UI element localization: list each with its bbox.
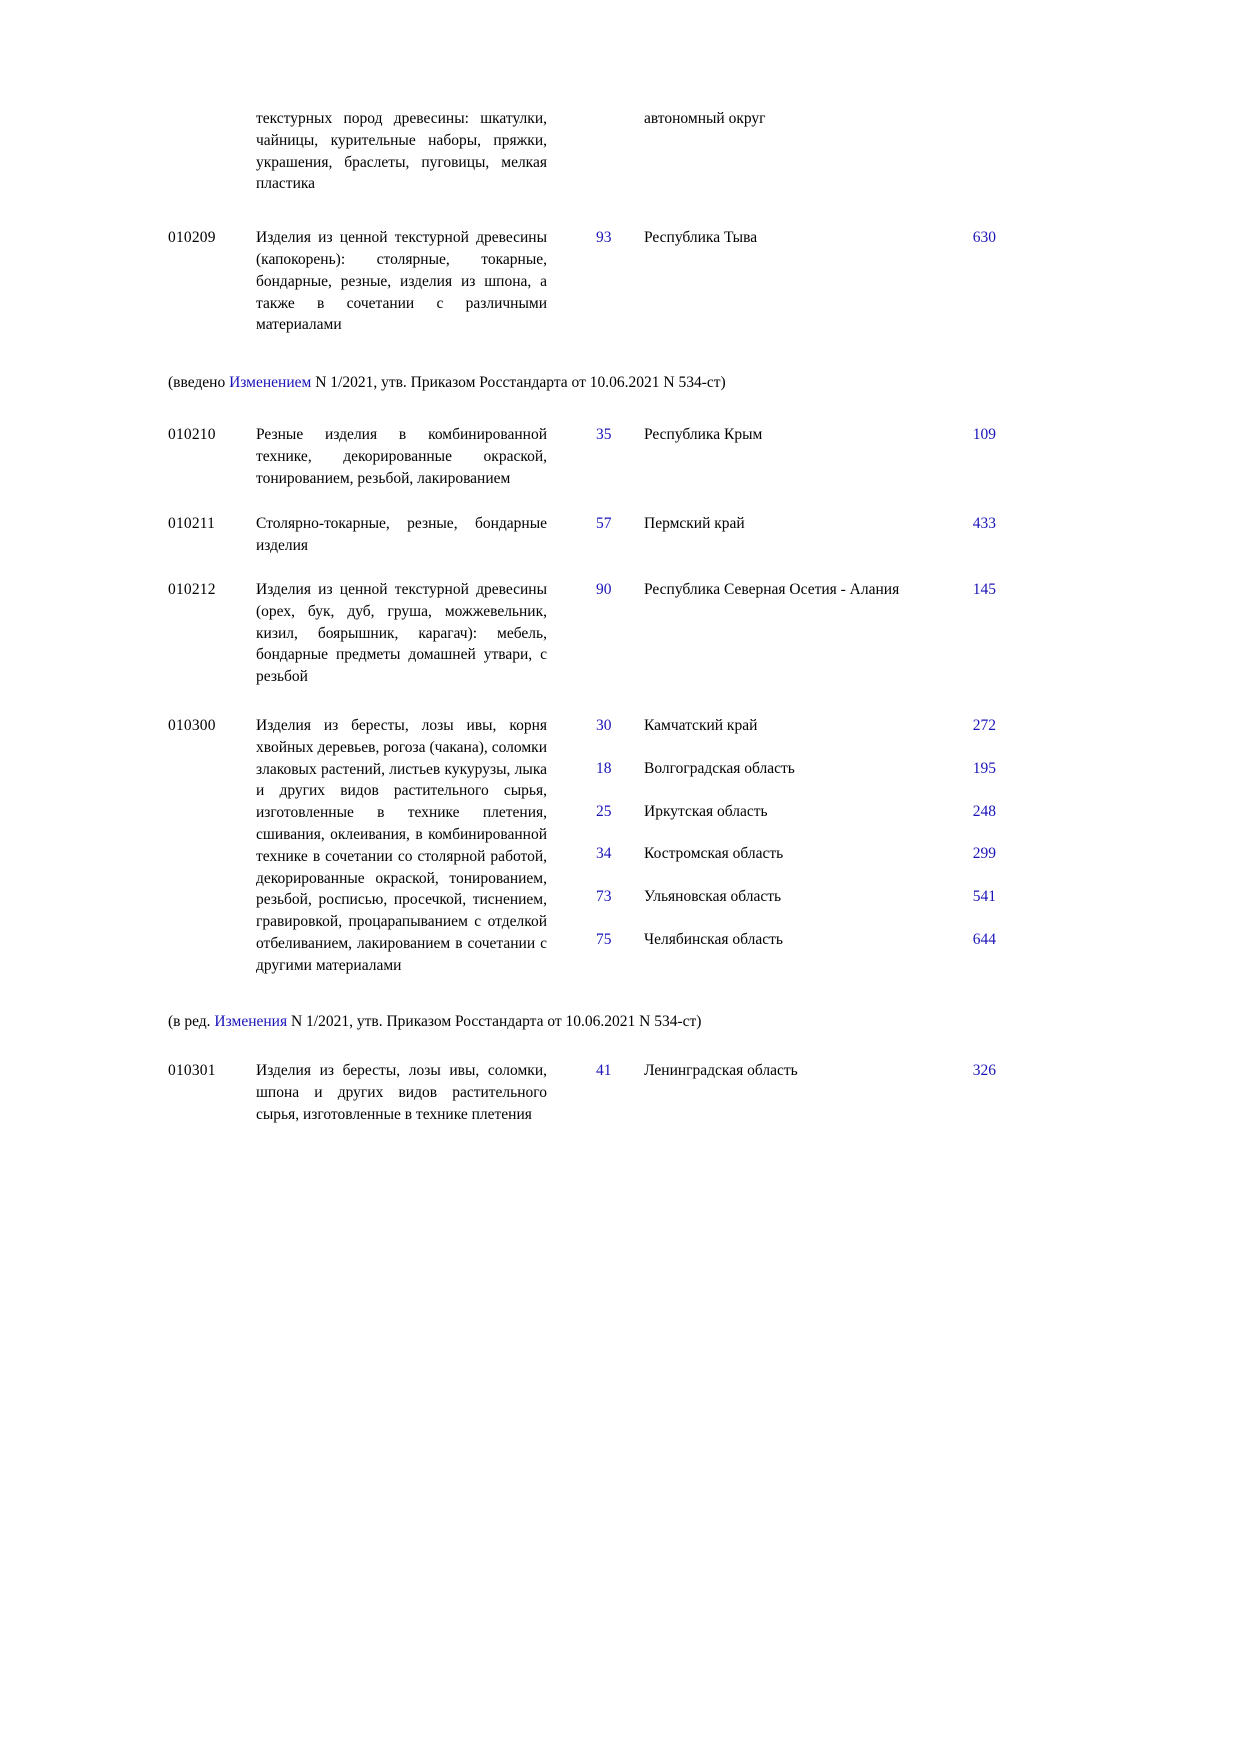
- region-code: 30: [596, 716, 612, 734]
- table-row: [168, 715, 998, 977]
- region-code: 41: [596, 1062, 612, 1080]
- region-entry: [596, 227, 998, 249]
- region-entry: [596, 843, 998, 865]
- amendment-note: [168, 372, 998, 394]
- row-code: 010212: [168, 580, 216, 598]
- region-entry: [596, 886, 998, 908]
- row-code: 010301: [168, 1062, 216, 1080]
- region-value: 326: [972, 1062, 996, 1080]
- region-value: 630: [972, 229, 996, 247]
- row-code: 010210: [168, 425, 216, 443]
- row-code: 010300: [168, 716, 216, 734]
- region-entry: [596, 108, 998, 130]
- region-code: 25: [596, 802, 612, 820]
- region-value: 644: [972, 930, 996, 948]
- row-description: текстурных пород древесины: шкатулки, чайницы, курительные наборы, пряжки, украшения, браслеты, пуговицы, мелкая пластика: [256, 110, 547, 193]
- region-value: 433: [972, 515, 996, 533]
- region-value: 145: [972, 580, 996, 598]
- region-entry: [596, 715, 998, 737]
- note-link[interactable]: Изменением: [229, 374, 312, 392]
- region-entry: [596, 758, 998, 780]
- region-name: Камчатский край: [644, 716, 758, 734]
- region-code: 18: [596, 759, 612, 777]
- region-value: 299: [972, 845, 996, 863]
- table-row: [168, 424, 998, 489]
- table-row: [168, 579, 998, 688]
- row-regions: [547, 1060, 998, 1082]
- region-entry: [596, 424, 998, 446]
- region-value: 541: [972, 888, 996, 906]
- region-name: Республика Крым: [644, 425, 763, 443]
- region-code: 75: [596, 930, 612, 948]
- row-regions: [547, 227, 998, 249]
- document-body: [168, 108, 998, 1126]
- region-code: 34: [596, 845, 612, 863]
- region-entry: [596, 801, 998, 823]
- row-description: Резные изделия в комбинированной технике, декорированные окраской, тонированием, резьбой, лакированием: [256, 425, 547, 487]
- row-code: 010209: [168, 229, 216, 247]
- note-link[interactable]: Изменения: [214, 1012, 288, 1030]
- row-description: Изделия из ценной текстурной древесины (капокорень): столярные, токарные, бондарные, резные, изделия из шпона, а также в сочетании с различными материалами: [256, 229, 547, 334]
- region-name: Челябинская область: [644, 930, 783, 948]
- region-name: Иркутская область: [644, 802, 768, 820]
- region-entry: [596, 513, 998, 535]
- note-prefix: (в ред.: [168, 1012, 215, 1030]
- region-name: Ленинградская область: [644, 1062, 798, 1080]
- row-regions: [547, 579, 998, 601]
- region-entry: [596, 579, 998, 601]
- region-name: Пермский край: [644, 515, 745, 533]
- amendment-note: [168, 1011, 998, 1033]
- region-entry: [596, 929, 998, 951]
- region-name: Республика Северная Осетия - Алания: [644, 580, 900, 598]
- table-row: [168, 1060, 998, 1125]
- region-name: Волгоградская область: [644, 759, 795, 777]
- region-name: Костромская область: [644, 845, 784, 863]
- region-code: 93: [596, 229, 612, 247]
- region-code: 90: [596, 580, 612, 598]
- row-code: 010211: [168, 515, 216, 533]
- continuation-row: [168, 108, 998, 195]
- region-code: 73: [596, 888, 612, 906]
- note-suffix: N 1/2021, утв. Приказом Росстандарта от 10.06.2021 N 534-ст): [311, 374, 726, 392]
- region-entry: [596, 1060, 998, 1082]
- row-regions: [547, 108, 998, 130]
- table-row: [168, 513, 998, 557]
- note-prefix: (введено: [168, 374, 230, 392]
- row-description: Изделия из бересты, лозы ивы, соломки, шпона и других видов растительного сырья, изготовленные в технике плетения: [256, 1062, 547, 1123]
- region-name: Ульяновская область: [644, 888, 782, 906]
- region-value: 272: [972, 716, 996, 734]
- region-name: автономный округ: [644, 110, 766, 127]
- region-code: 57: [596, 515, 612, 533]
- row-regions: [547, 715, 998, 951]
- region-value: 195: [972, 759, 996, 777]
- note-suffix: N 1/2021, утв. Приказом Росстандарта от 10.06.2021 N 534-ст): [287, 1012, 702, 1030]
- row-description: Изделия из бересты, лозы ивы, корня хвойных деревьев, рогоза (чакана), соломки злаковых растений, листьев кукурузы, лыка и других видов растительного сырья, изготовленные в технике плетения, сшивания, оклеивания, в комбинированной технике в сочетании со столярной работой, декорированные окраской, тонированием, резьбой, росписью, просечкой, тиснением, гравировкой, процарапыванием с отделкой отбеливанием, лакированием в сочетании с другими материалами: [256, 716, 547, 974]
- row-regions: [547, 513, 998, 535]
- row-description: Столярно-токарные, резные, бондарные изделия: [256, 515, 547, 555]
- region-name: Республика Тыва: [644, 229, 758, 247]
- row-description: Изделия из ценной текстурной древесины (орех, бук, дуб, груша, можжевельник, кизил, боярышник, карагач): мебель, бондарные предметы домашней утвари, с резьбой: [256, 580, 547, 686]
- region-code: 35: [596, 425, 612, 443]
- row-regions: [547, 424, 998, 446]
- region-value: 109: [972, 425, 996, 443]
- table-row: [168, 227, 998, 336]
- region-value: 248: [972, 802, 996, 820]
